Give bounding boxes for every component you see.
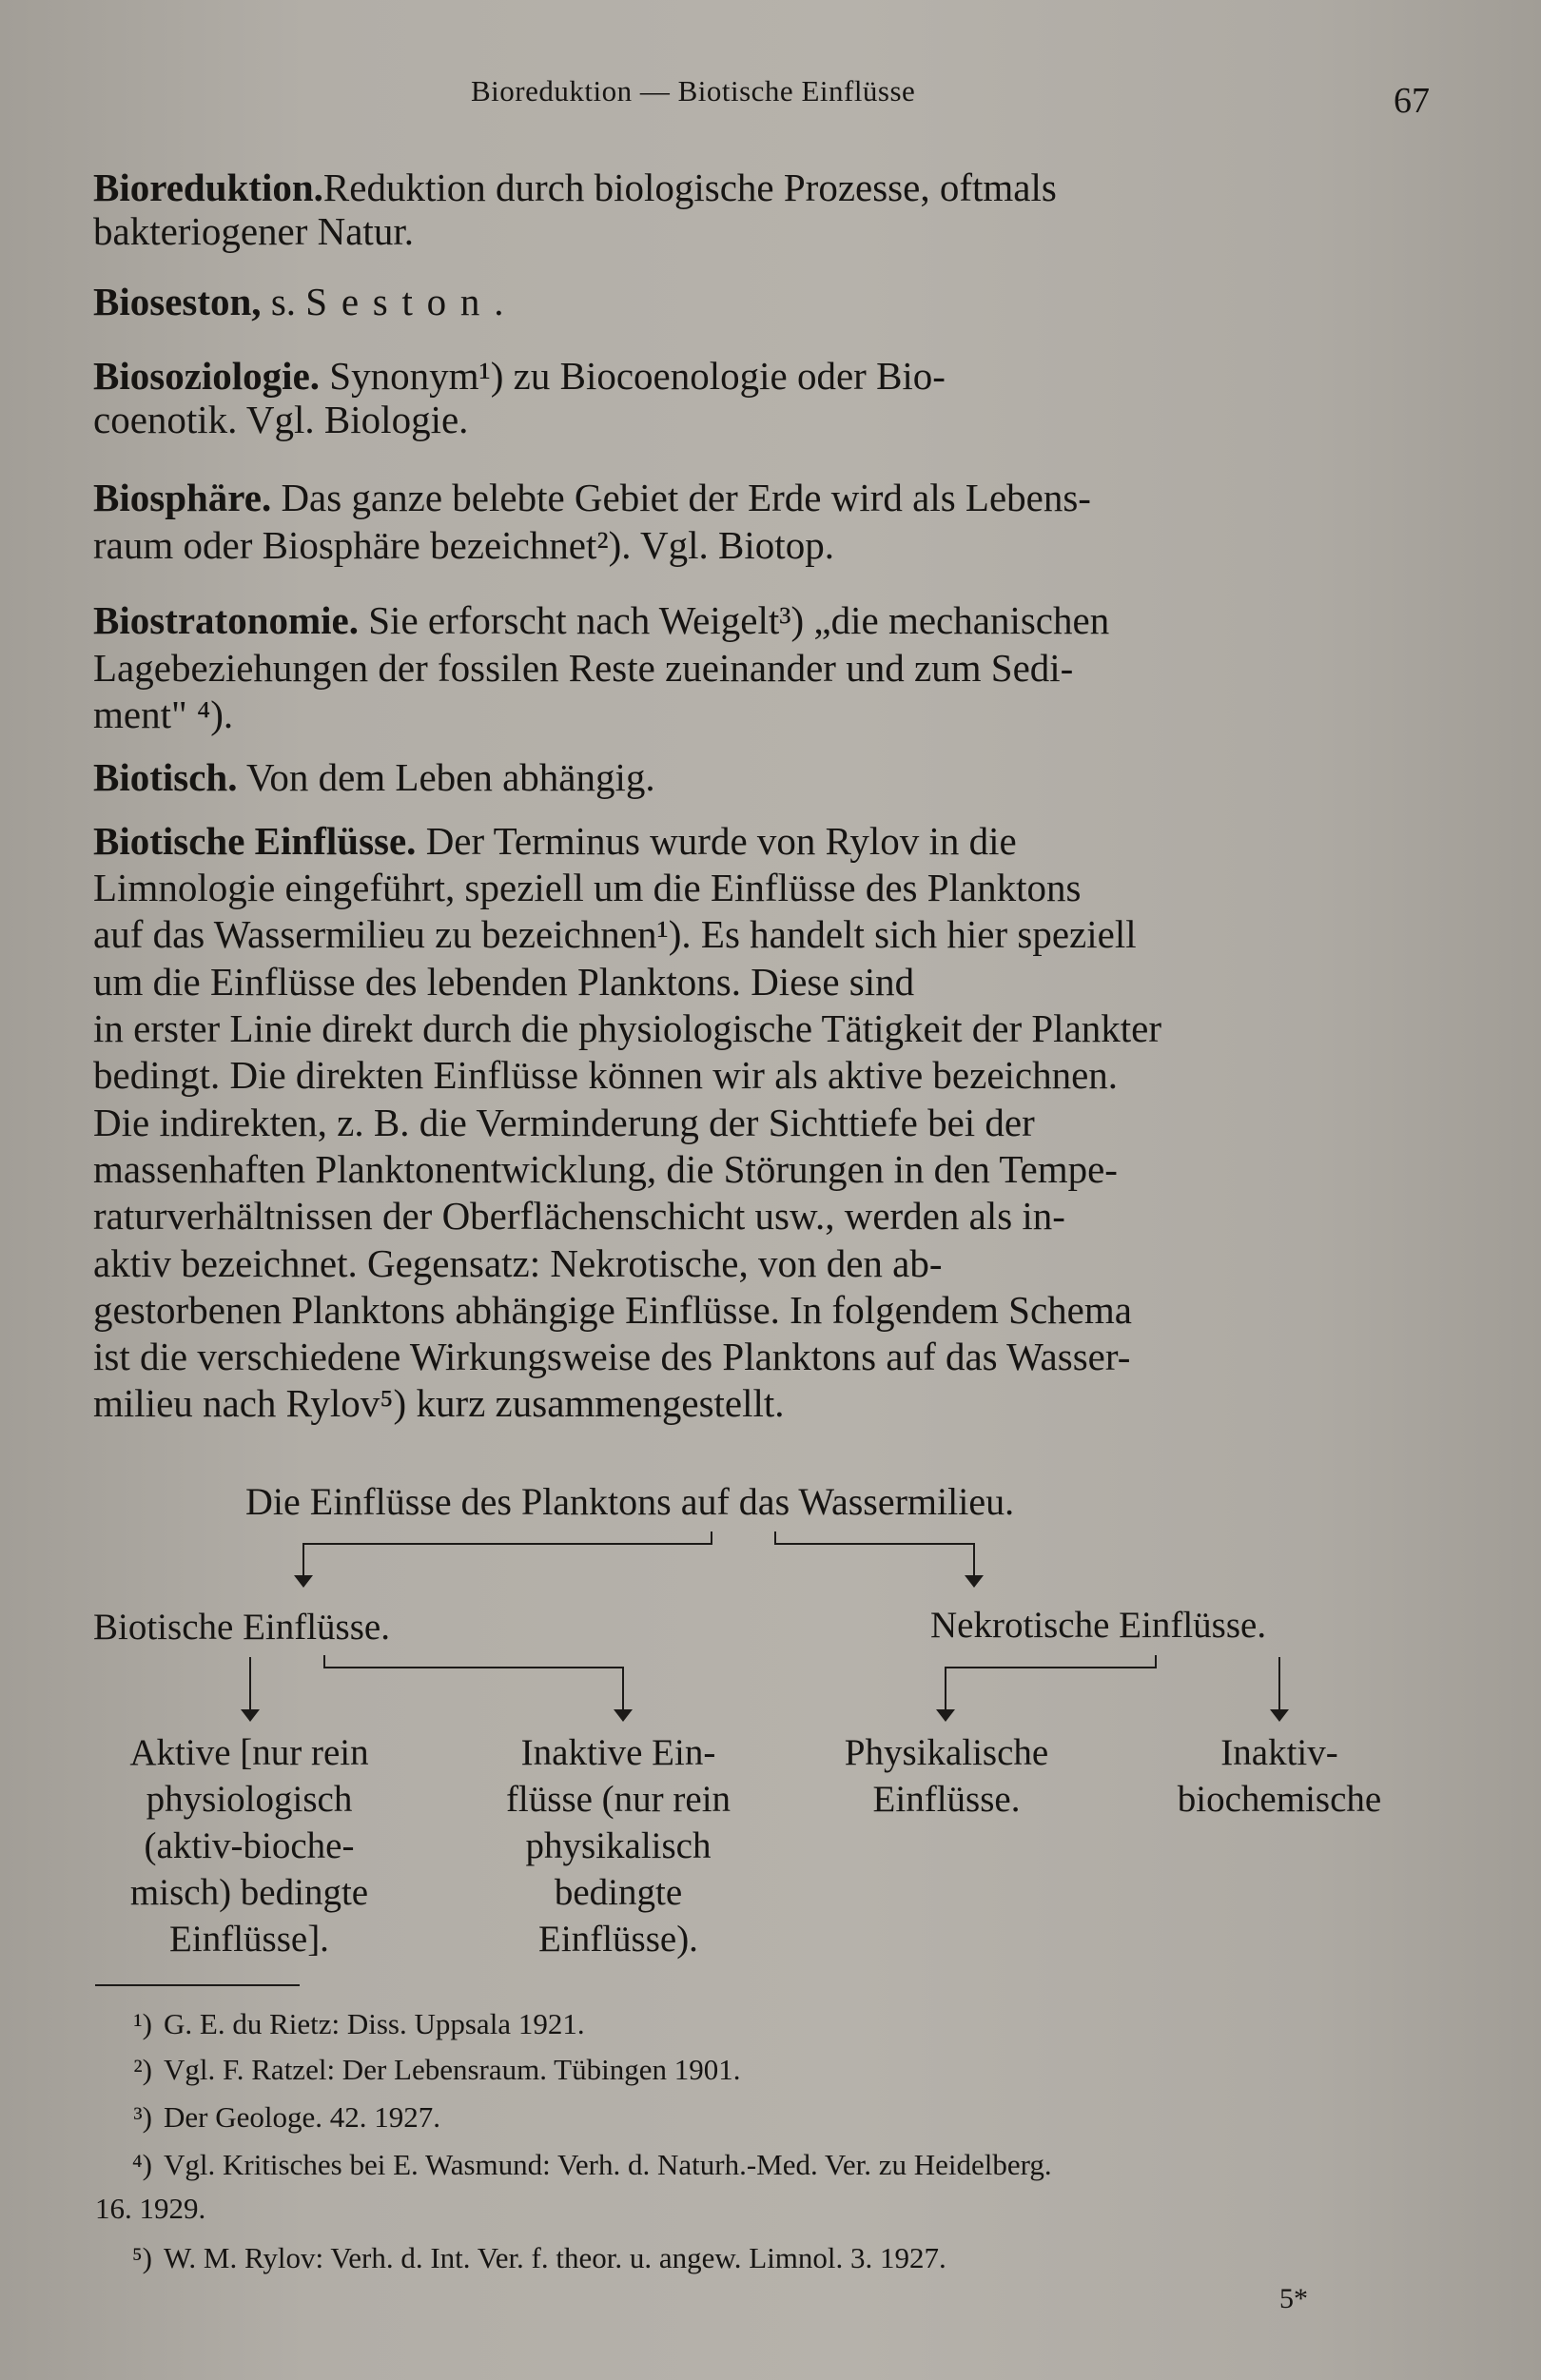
- bracket-line: [249, 1657, 251, 1714]
- entry-text: Das ganze belebte Gebiet der Erde wird als Lebens-: [271, 476, 1091, 519]
- bracket-line: [323, 1655, 325, 1668]
- entry-line: in erster Linie direkt durch die physiologische Tätigkeit der Plankter: [93, 1006, 1162, 1050]
- node-line: Einflüsse).: [538, 1919, 698, 1960]
- bracket-line: [323, 1667, 624, 1668]
- footnote: [95, 2148, 1052, 2182]
- node-line: physiologisch: [146, 1779, 353, 1820]
- entry-line: [93, 478, 1427, 517]
- footnote-text: Vgl. Kritisches bei E. Wasmund: Verh. d. Naturh.-Med. Ver. zu Heidelberg.: [164, 2148, 1052, 2181]
- headword: Biostratonomie.: [93, 598, 359, 642]
- physical-node: [809, 1729, 1084, 1823]
- diagram-title: Die Einflüsse des Planktons auf das Wassermilieu.: [245, 1480, 1015, 1523]
- entry-line: raum oder Biosphäre bezeichnet²). Vgl. Biotop.: [93, 523, 834, 567]
- signature-mark: 5*: [1279, 2283, 1308, 2314]
- entry-text: Sie erforscht nach Weigelt³) „die mechanischen: [359, 598, 1110, 642]
- entry-line: [93, 598, 1427, 642]
- biotic-node: Biotische Einflüsse.: [93, 1607, 390, 1648]
- arrow-down-icon: [241, 1709, 260, 1722]
- bracket-line: [711, 1531, 712, 1545]
- entry-line: massenhaften Planktonentwicklung, die Störungen in den Tempe-: [93, 1147, 1118, 1191]
- node-line: Einflüsse].: [169, 1919, 329, 1960]
- entry-line: aktiv bezeichnet. Gegensatz: Nekrotische, von den ab-: [93, 1241, 943, 1285]
- footnote: [95, 2053, 740, 2087]
- page-number: 67: [1394, 81, 1430, 121]
- entry-line: [93, 280, 1427, 323]
- entry-text: s.: [261, 280, 306, 323]
- bracket-line: [302, 1543, 712, 1545]
- footnote-number: ³): [133, 2100, 152, 2134]
- footnote-text: Vgl. F. Ratzel: Der Lebensraum. Tübingen 1901.: [164, 2053, 741, 2086]
- arrow-down-icon: [1270, 1709, 1289, 1722]
- footnote-rule: [95, 1984, 300, 1986]
- node-line: Inaktiv-: [1220, 1732, 1338, 1773]
- entry-line: Die indirekten, z. B. die Verminderung der Sichttiefe bei der: [93, 1101, 1035, 1144]
- bracket-line: [945, 1667, 946, 1714]
- headword: Bioseston,: [93, 280, 262, 323]
- running-title: Bioreduktion — Biotische Einflüsse: [471, 74, 916, 107]
- footnote: [95, 2100, 440, 2135]
- node-line: (aktiv-bioche-: [144, 1825, 355, 1866]
- entry-line: bakteriogener Natur.: [93, 209, 414, 253]
- footnote-continuation: 16. 1929.: [95, 2192, 206, 2225]
- headword: Bioreduktion.: [93, 166, 323, 209]
- entry-line: Lagebeziehungen der fossilen Reste zueinander und zum Sedi-: [93, 646, 1074, 690]
- bracket-line: [302, 1543, 304, 1579]
- node-line: flüsse (nur rein: [505, 1779, 731, 1820]
- headword: Biosoziologie.: [93, 354, 321, 398]
- bracket-line: [973, 1543, 975, 1579]
- headword: Biosphäre.: [93, 476, 272, 519]
- necrotic-node: Nekrotische Einflüsse.: [930, 1605, 1267, 1646]
- entry-line: bedingt. Die direkten Einflüsse können wir als aktive bezeichnen.: [93, 1053, 1119, 1097]
- inactive-node: [457, 1729, 780, 1962]
- node-line: Einflüsse.: [872, 1779, 1021, 1820]
- entry-text: Der Terminus wurde von Rylov in die: [416, 819, 1017, 863]
- entry-line: [93, 819, 1427, 863]
- footnote-text: Der Geologe. 42. 1927.: [164, 2100, 440, 2134]
- bracket-line: [945, 1667, 1156, 1668]
- bracket-line: [622, 1667, 624, 1714]
- headword: Biotische Einflüsse.: [93, 819, 417, 863]
- entry-line: auf das Wassermilieu zu bezeichnen¹). Es handelt sich hier speziell: [93, 912, 1137, 956]
- node-line: Inaktive Ein-: [520, 1732, 716, 1773]
- entry-line: Limnologie eingeführt, speziell um die Einflüsse des Planktons: [93, 866, 1082, 909]
- entry-line: [93, 354, 1427, 398]
- node-line: biochemische: [1177, 1779, 1382, 1820]
- entry-line: um die Einflüsse des lebenden Planktons. Diese sind: [93, 960, 915, 1004]
- inactive-biochemical-node: [1151, 1729, 1408, 1823]
- entry-text: .: [494, 280, 504, 323]
- entry-text: Von dem Leben abhängig.: [237, 755, 655, 799]
- entry-line: gestorbenen Planktons abhängige Einflüsse. In folgendem Schema: [93, 1288, 1132, 1332]
- footnote-number: ²): [133, 2053, 152, 2086]
- footnote-number: ¹): [133, 2007, 152, 2040]
- footnote-number: ⁴): [131, 2148, 152, 2181]
- arrow-down-icon: [965, 1575, 984, 1588]
- entry-line: ist die verschiedene Wirkungsweise des Planktons auf das Wasser-: [93, 1335, 1131, 1378]
- bracket-line: [774, 1543, 974, 1545]
- footnote-number: ⁵): [131, 2241, 152, 2274]
- entry-line: raturverhältnissen der Oberflächenschicht usw., werden als in-: [93, 1194, 1065, 1238]
- arrow-down-icon: [294, 1575, 313, 1588]
- entry-text: Synonym¹) zu Biocoenologie oder Bio-: [320, 354, 946, 398]
- entry-line: [93, 755, 1427, 799]
- node-line: misch) bedingte: [129, 1872, 369, 1913]
- headword: Biotisch.: [93, 755, 238, 799]
- node-line: Physikalische: [844, 1732, 1049, 1773]
- entry-line: milieu nach Rylov⁵) kurz zusammengestellt.: [93, 1381, 785, 1425]
- node-line: Aktive [nur rein: [129, 1732, 369, 1773]
- bracket-line: [1278, 1657, 1280, 1714]
- entry-line: coenotik. Vgl. Biologie.: [93, 398, 469, 441]
- footnote-text: W. M. Rylov: Verh. d. Int. Ver. f. theor. u. angew. Limnol. 3. 1927.: [164, 2241, 946, 2274]
- footnote: [95, 2007, 585, 2041]
- node-line: physikalisch: [525, 1825, 712, 1866]
- bracket-line: [774, 1531, 776, 1545]
- arrow-down-icon: [614, 1709, 633, 1722]
- active-node: [88, 1729, 411, 1962]
- footnote-text: G. E. du Rietz: Diss. Uppsala 1921.: [164, 2007, 585, 2040]
- entry-text: Reduktion durch biologische Prozesse, oftmals: [322, 166, 1057, 209]
- footnote: [95, 2241, 946, 2275]
- cross-reference: Seston: [305, 280, 495, 323]
- arrow-down-icon: [936, 1709, 955, 1722]
- entry-line: [93, 168, 1427, 207]
- node-line: bedingte: [554, 1872, 683, 1913]
- entry-line: ment" ⁴).: [93, 693, 234, 736]
- bracket-line: [1155, 1655, 1157, 1668]
